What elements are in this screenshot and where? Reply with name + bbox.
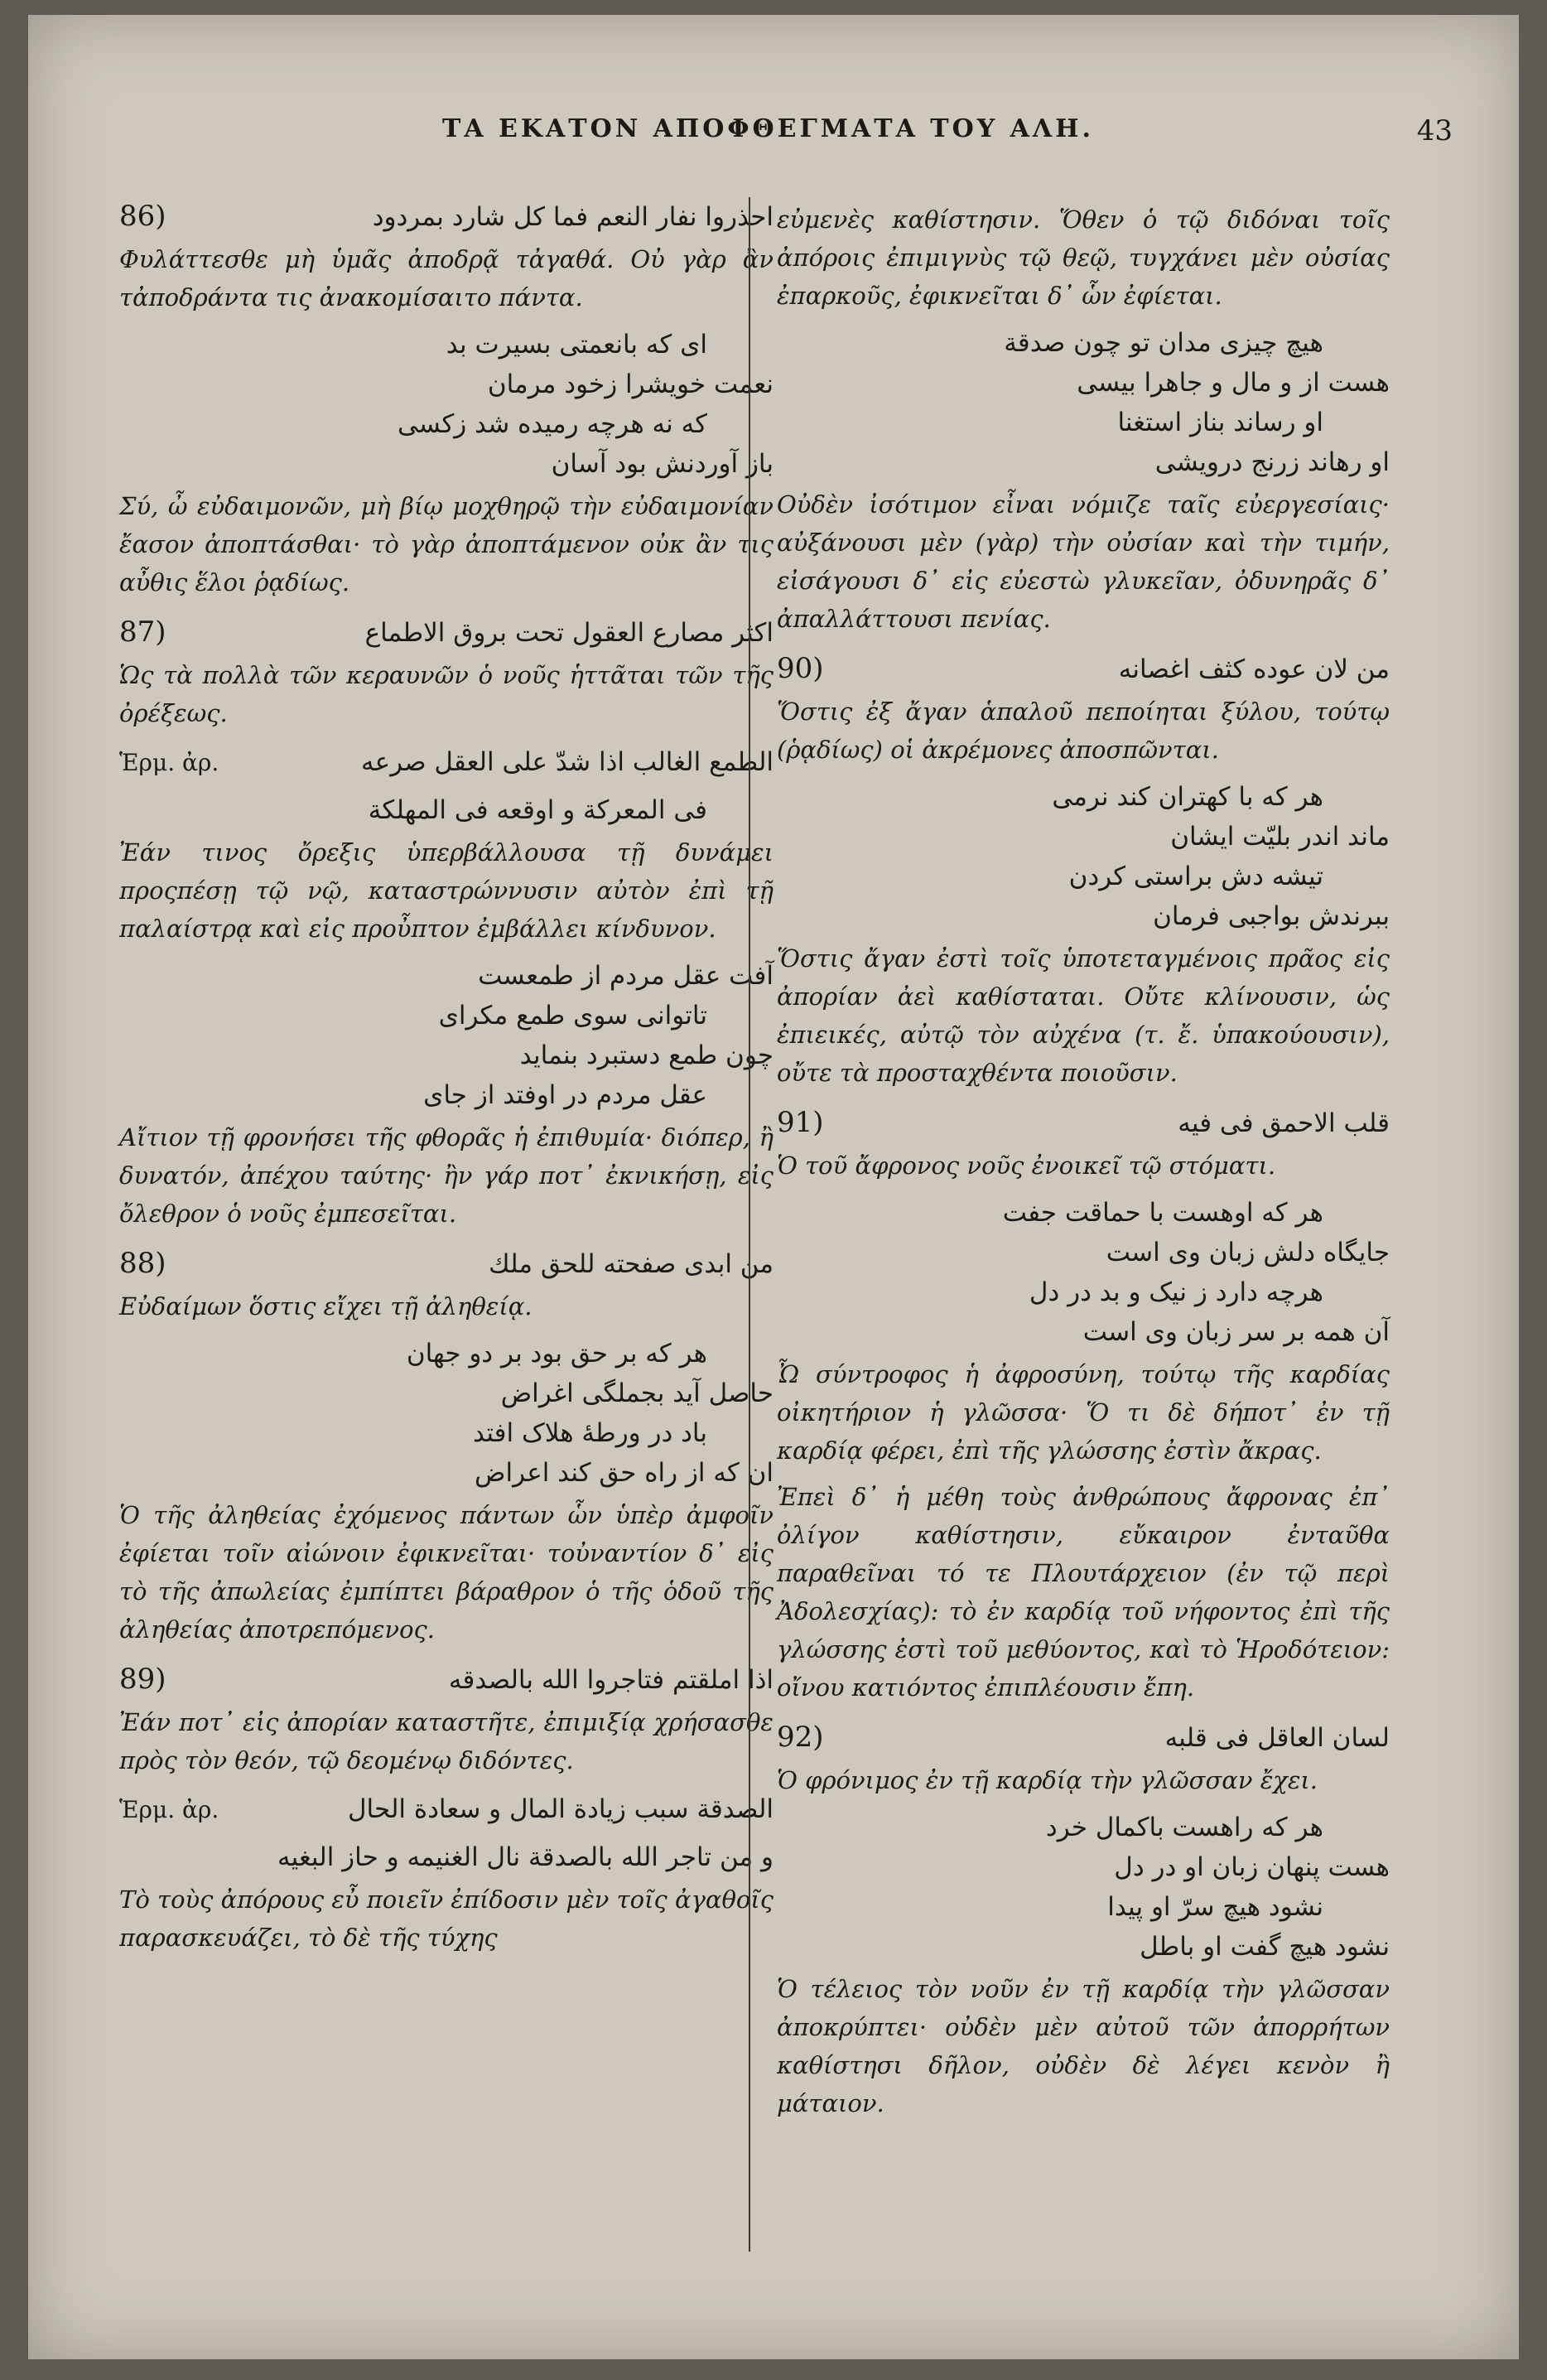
arabic-saying: احذروا نفار النعم فما كل شارد بمردود: [372, 202, 774, 232]
persian-verse: هیچ چیزی مدان تو چون صدقة: [1004, 328, 1323, 358]
arabic-saying: اذا املقتم فتاجروا الله بالصدقه: [448, 1665, 774, 1695]
persian-verse: باد در ورطهٔ هلاک افتد: [473, 1418, 707, 1448]
arabic-commentary: الطمع الغالب اذا شدّ على العقل صرعه: [361, 747, 774, 777]
arabic-saying: من ابدى صفحته للحق ملك: [489, 1249, 774, 1279]
persian-verse: ماند اندر بلیّت ایشان: [1170, 822, 1390, 852]
commentary-tag: Ἑρμ. ἀρ.: [119, 1796, 219, 1823]
persian-verse: ببرندش بواجبی فرمان: [1153, 901, 1390, 931]
page-number: 43: [1416, 114, 1453, 147]
persian-verse: نعمت خویشرا زخود مرمان: [487, 369, 774, 399]
persian-verse: هر که راهست باکمال خرد: [1045, 1813, 1323, 1842]
persian-verse: ای که بانعمتی بسیرت بد: [446, 330, 707, 360]
greek-translation: Ὡς τὰ πολλὰ τῶν κεραυνῶν ὁ νοῦς ἡττᾶται τῶν τῆς ὀρέξεως.: [119, 661, 774, 727]
greek-verse-translation: Ὦ σύντροφος ἡ ἀφροσύνη, τούτῳ τῆς καρδίας οἰκητήριον ἡ γλῶσσα· Ὅ τι δὲ δήποτ᾽ ἐν τῇ καρδίᾳ φέρει, ἐπὶ τῆς γλώσσης ἐστὶν ἄκρας.: [777, 1360, 1390, 1465]
greek-verse-translation: Ὁ τῆς ἀληθείας ἐχόμενος πάντων ὧν ὑπὲρ ἀμφοῖν ἐφίεται τοῖν αἰώνοιν ἐφικνεῖται· τοὐναντίον δ᾽ εἰς τὸ τῆς ἀπωλείας ἐμπίπτει βάραθρον ὁ τῆς ὁδοῦ τῆς ἀληθείας ἀποτρεπόμενος.: [119, 1501, 774, 1644]
saying-number: 90): [777, 652, 824, 685]
commentary-tag: Ἑρμ. ἀρ.: [119, 749, 219, 776]
saying-number: 87): [119, 616, 166, 649]
arabic-saying: لسان العاقل فى قلبه: [1164, 1723, 1390, 1753]
persian-verse: هرچه دارد ز نیک و بد در دل: [1029, 1277, 1323, 1307]
persian-verse: نشود هیچ گفت او باطل: [1140, 1932, 1390, 1962]
persian-verse: هر که با کهتران کند نرمی: [1052, 782, 1323, 812]
greek-translation: Ὅστις ἐξ ἄγαν ἁπαλοῦ πεποίηται ξύλου, τούτῳ (ῥᾳδίως) οἱ ἀκρέμονες ἀποσπῶνται.: [777, 698, 1390, 764]
greek-translation: Ἐάν ποτ᾽ εἰς ἀπορίαν καταστῆτε, ἐπιμιξίᾳ χρήσασθε πρὸς τὸν θεόν, τῷ δεομένῳ διδόντες.: [119, 1708, 774, 1774]
saying-number: 91): [777, 1106, 824, 1139]
saying-number: 88): [119, 1247, 166, 1280]
persian-verse: نشود هیچ سرّ او پیدا: [1107, 1892, 1323, 1922]
greek-commentary-translation: Τὸ τοὺς ἀπόρους εὖ ποιεῖν ἐπίδοσιν μὲν τοῖς ἀγαθοῖς παρασκευάζει, τὸ δὲ τῆς τύχης: [119, 1885, 774, 1952]
saying-number: 86): [119, 200, 166, 233]
greek-continuation: εὐμενὲς καθίστησιν. Ὅθεν ὁ τῷ διδόναι τοῖς ἀπόροις ἐπιμιγνὺς τῷ θεῷ, τυγχάνει μὲν οὐσίας ἐπαρκοῦς, ἐφικνεῖται δ᾽ ὧν ἐφίεται.: [777, 205, 1390, 310]
saying-number: 89): [119, 1663, 166, 1696]
saying-89: [119, 1660, 774, 1957]
arabic-saying: من لان عوده كثف اغصانه: [1118, 654, 1390, 684]
greek-verse-translation: Αἴτιον τῇ φρονήσει τῆς φθορᾶς ἡ ἐπιθυμία· διόπερ, ἢ δυνατόν, ἀπέχου ταύτης· ἢν γάρ ποτ᾽ ἐκνικήσῃ, εἰς ὄλεθρον ὁ νοῦς ἐμπεσεῖται.: [119, 1123, 774, 1228]
greek-note: Ἐπεὶ δ᾽ ἡ μέθη τοὺς ἀνθρώπους ἄφρονας ἐπ᾽ ὀλίγον καθίστησιν, εὔκαιρον ἐνταῦθα παραθεῖναι τό τε Πλουτάρχειον (ἐν τῷ περὶ Ἀδολεσχίας): τὸ ἐν καρδίᾳ τοῦ νήφοντος ἐπὶ τῆς γλώσσης ἐστὶ τοῦ μεθύοντος, καὶ τὸ Ἡροδότειον: οἴνου κατιόντος ἐπιπλέουσιν ἔπη.: [777, 1483, 1390, 1702]
left-column: [119, 197, 774, 1968]
greek-translation: Ὁ φρόνιμος ἐν τῇ καρδίᾳ τὴν γλῶσσαν ἔχει.: [777, 1766, 1318, 1794]
arabic-saying: قلب الاحمق فى فيه: [1178, 1108, 1390, 1138]
book-page: [28, 15, 1519, 2359]
persian-verse: جایگاه دلش زبان وی است: [1106, 1238, 1390, 1267]
greek-translation: Ὁ τοῦ ἄφρονος νοῦς ἐνοικεῖ τῷ στόματι.: [777, 1151, 1276, 1180]
greek-verse-translation: Σύ, ὦ εὐδαιμονῶν, μὴ βίῳ μοχθηρῷ τὴν εὐδαιμονίαν ἔασον ἀποπτάσθαι· τὸ γὰρ ἀποπτάμενον οὐκ ἂν τις αὖθις ἕλοι ῥᾳδίως.: [119, 492, 774, 596]
persian-verse: حاصل آید بجملگی اغراض: [500, 1378, 774, 1408]
persian-verse: عقل مردم در اوفتد از جای: [423, 1080, 707, 1110]
persian-verse: هر که اوهست با حماقت جفت: [1002, 1198, 1323, 1228]
saying-86: [119, 197, 774, 601]
saying-number: 92): [777, 1721, 824, 1754]
persian-verse: آفت عقل مردم از طمعست: [478, 961, 774, 991]
persian-verse: هست از و مال و جاهرا بیسی: [1077, 368, 1390, 398]
right-column: [749, 197, 1414, 2252]
greek-verse-translation: Οὐδὲν ἰσότιμον εἶναι νόμιζε ταῖς εὐεργεσίαις· αὐξάνουσι μὲν (γὰρ) τὴν οὐσίαν καὶ τὴν τιμήν, εἰσάγουσι δ᾽ εἰς εὐεστὼ γλυκεῖαν, ὀδυνηρᾶς δ᾽ ἀπαλλάττουσι πενίας.: [777, 490, 1390, 633]
persian-verse: چون طمع دستبرد بنماید: [519, 1040, 774, 1070]
persian-verse: هست پنهان زبان او در دل: [1114, 1852, 1390, 1882]
saying-90: [777, 649, 1390, 1092]
saying-91: [777, 1103, 1390, 1707]
persian-verse: تیشه دش براستی کردن: [1068, 862, 1323, 891]
saying-88: [119, 1244, 774, 1649]
greek-translation: Φυλάττεσθε μὴ ὑμᾶς ἀποδρᾷ τἀγαθά. Οὐ γὰρ ἂν τἀποδράντα τις ἀνακομίσαιτο πάντα.: [119, 245, 774, 311]
saying-87: [119, 613, 774, 1233]
persian-verse: باز آوردنش بود آسان: [551, 449, 774, 479]
greek-verse-translation: Ὁ τέλειος τὸν νοῦν ἐν τῇ καρδίᾳ τὴν γλῶσσαν ἀποκρύπτει· οὐδὲν μὲν αὐτοῦ τῶν ἀπορρήτων καθίστησι δῆλον, οὐδὲν δὲ λέγει κενὸν ἢ μάταιον.: [777, 1975, 1390, 2117]
page-header: [28, 114, 1519, 164]
persian-verse: آن همه بر سر زبان وی است: [1082, 1317, 1390, 1347]
persian-verse: تاتوانی سوی طمع مکرای: [438, 1001, 707, 1031]
running-title: ΤΑ ΕΚΑΤΟΝ ΑΠΟΦΘΕΓΜΑΤΑ ΤΟΥ ΑΛΗ.: [442, 114, 1094, 143]
persian-verse: او رهاند زرنج درویشی: [1154, 447, 1390, 477]
arabic-commentary: فى المعركة و اوقعه فى المهلكة: [368, 795, 707, 825]
greek-commentary-translation: Ἐάν τινος ὄρεξις ὑπερβάλλουσα τῇ δυνάμει προςπέσῃ τῷ νῷ, καταστρώννυσιν αὐτὸν ἐπὶ τῇ παλαίστρᾳ καὶ εἰς προὖπτον ἐμβάλλει κίνδυνον.: [119, 838, 774, 943]
saying-89-continued: [777, 200, 1390, 638]
arabic-commentary: و من تاجر الله بالصدقة نال الغنيمه و حاز البغيه: [277, 1842, 774, 1872]
greek-translation: Εὐδαίμων ὅστις εἴχει τῇ ἀληθείᾳ.: [119, 1292, 533, 1320]
persian-verse: که نه هرچه رمیده شد زکسی: [397, 409, 707, 439]
persian-verse: ان که از راه حق کند اعراض: [475, 1458, 774, 1488]
persian-verse: او رساند بناز استغنا: [1117, 408, 1323, 437]
arabic-saying: اكثر مصارع العقول تحت بروق الاطماع: [364, 618, 774, 648]
greek-verse-translation: Ὅστις ἄγαν ἐστὶ τοῖς ὑποτεταγμένοις πρᾶος εἰς ἀπορίαν ἀεὶ καθίσταται. Οὔτε κλίνουσιν, ὡς ἐπιεικές, αὐτῷ τὸν αὐχένα (τ. ἔ. ὑπακούουσιν), οὔτε τὰ προσταχθέντα ποιοῦσιν.: [777, 944, 1390, 1087]
arabic-commentary: الصدقة سبب زيادة المال و سعادة الحال: [347, 1794, 774, 1824]
saying-92: [777, 1718, 1390, 2122]
persian-verse: هر که بر حق بود بر دو جهان: [406, 1339, 707, 1369]
